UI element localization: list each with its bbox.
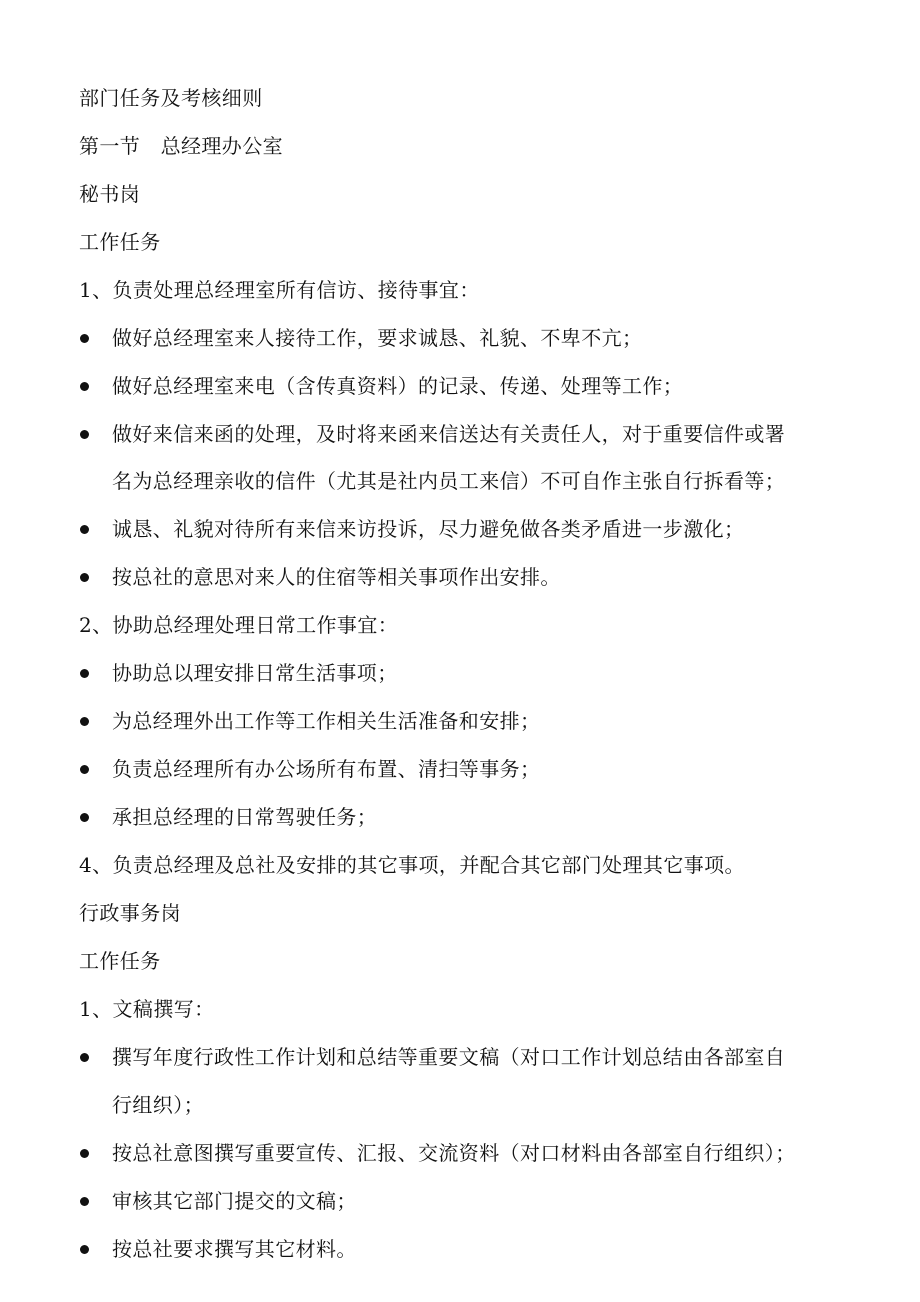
document-title: 部门任务及考核细则: [79, 86, 263, 110]
list-item-text: 做好总经理室来人接待工作，要求诚恳、礼貌、不卑不亢；: [112, 326, 643, 350]
list-item-continuation: 行组织）；: [112, 1093, 204, 1117]
bullet-icon: [80, 573, 89, 582]
list-item-text: 按总社的意思对来人的住宿等相关事项作出安排。: [112, 565, 561, 589]
bullet-icon: [80, 334, 89, 343]
list-item-text: 审核其它部门提交的文稿；: [112, 1189, 357, 1213]
task-item-heading: 1、负责处理总经理室所有信访、接待事宜：: [79, 278, 480, 302]
bullet-icon: [80, 1149, 89, 1158]
bullet-icon: [80, 669, 89, 678]
tasks-heading: 工作任务: [79, 949, 161, 973]
bullet-icon: [80, 717, 89, 726]
bullet-icon: [80, 765, 89, 774]
post-heading-admin: 行政事务岗: [79, 901, 181, 925]
task-item-heading: 1、文稿撰写：: [79, 997, 215, 1021]
tasks-heading: 工作任务: [79, 230, 161, 254]
bullet-icon: [80, 1245, 89, 1254]
list-item-continuation: 名为总经理亲收的信件（尤其是社内员工来信）不可自作主张自行拆看等；: [112, 469, 786, 493]
list-item-text: 承担总经理的日常驾驶任务；: [112, 805, 378, 829]
bullet-icon: [80, 1197, 89, 1206]
list-item-text: 做好总经理室来电（含传真资料）的记录、传递、处理等工作；: [112, 374, 684, 398]
list-item-text: 撰写年度行政性工作计划和总结等重要文稿（对口工作计划总结由各部室自: [112, 1045, 786, 1069]
bullet-icon: [80, 382, 89, 391]
bullet-icon: [80, 430, 89, 439]
list-item-text: 做好来信来函的处理，及时将来函来信送达有关责任人，对于重要信件或署: [112, 422, 786, 446]
list-item-text: 按总社要求撰写其它材料。: [112, 1237, 357, 1261]
list-item-text: 诚恳、礼貌对待所有来信来访投诉，尽力避免做各类矛盾进一步激化；: [112, 517, 745, 541]
bullet-icon: [80, 1053, 89, 1062]
list-item-text: 为总经理外出工作等工作相关生活准备和安排；: [112, 709, 541, 733]
section-heading: 第一节 总经理办公室: [79, 134, 283, 158]
list-item-text: 协助总以理安排日常生活事项；: [112, 661, 398, 685]
bullet-icon: [80, 525, 89, 534]
post-heading-secretary: 秘书岗: [79, 182, 141, 206]
list-item-text: 按总社意图撰写重要宣传、汇报、交流资料（对口材料由各部室自行组织）；: [112, 1141, 796, 1165]
list-item-text: 负责总经理所有办公场所有布置、清扫等事务；: [112, 757, 541, 781]
task-item-heading: 2、协助总经理处理日常工作事宜：: [79, 613, 399, 637]
task-item-heading: 4、负责总经理及总社及安排的其它事项，并配合其它部门处理其它事项。: [79, 853, 745, 877]
bullet-icon: [80, 813, 89, 822]
